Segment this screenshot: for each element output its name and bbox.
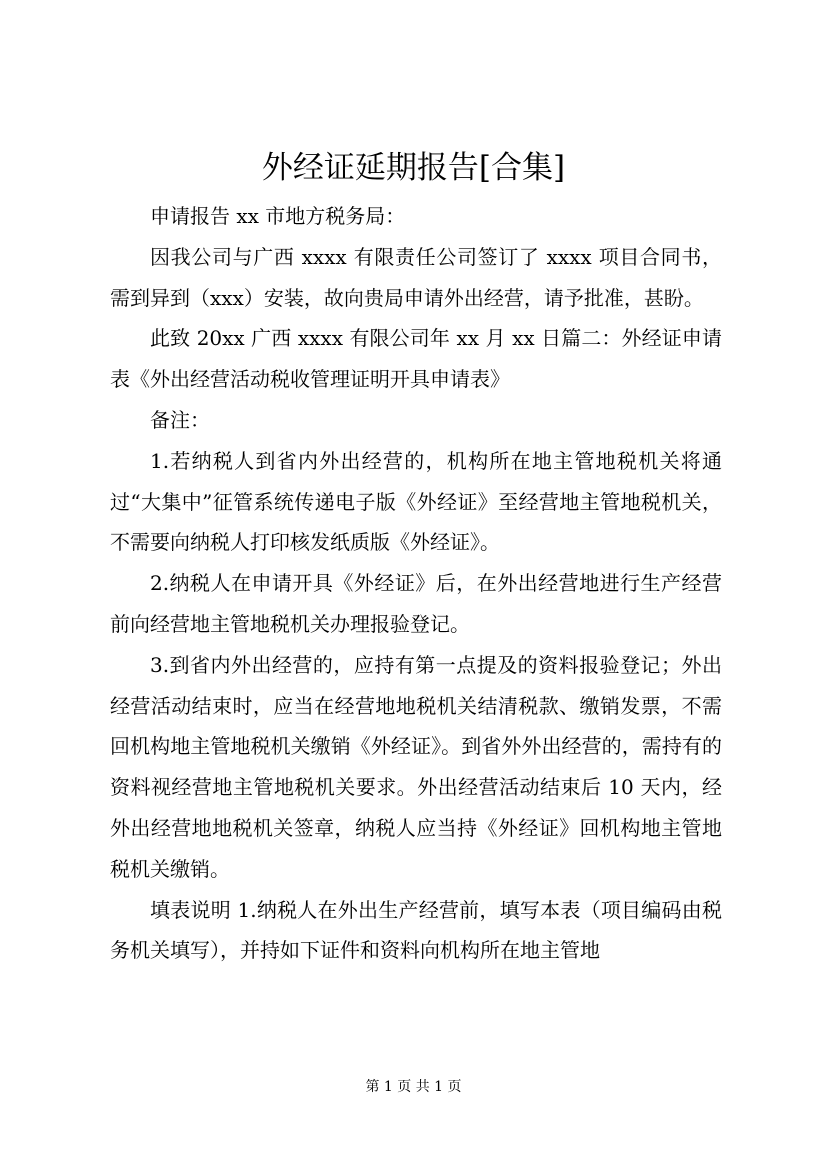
paragraph-instructions: 填表说明 1.纳税人在外出生产经营前，填写本表（项目编码由税务机关填写），并持如下证件和资料向机构所在地主管地 (110, 897, 722, 963)
paragraph-notes-heading: 备注： (150, 407, 210, 432)
document-title: 外经证延期报告[合集] (261, 150, 566, 186)
paragraph-closing: 此致 20xx 广西 xxxx 有限公司年 xx 月 xx 日篇二：外经证申请表《外出经营活动税收管理证明开具申请表》 (110, 326, 722, 392)
paragraph-recipient: 申请报告 xx 市地方税务局： (150, 204, 406, 228)
document-body (110, 196, 722, 971)
paragraph-request: 因我公司与广西 xxxx 有限责任公司签订了 xxxx 项目合同书，需到异到（xxx）安装，故向贵局申请外出经营，请予批准，甚盼。 (110, 244, 722, 310)
page-number: 第 1 页 共 1 页 (365, 1079, 462, 1095)
paragraph-note-2: 2.纳税人在申请开具《外经证》后，在外出经营地进行生产经营前向经营地主管地税机关办理报验登记。 (110, 571, 722, 636)
paragraph-note-3: 3.到省内外出经营的，应持有第一点提及的资料报验登记；外出经营活动结束时，应当在经营地地税机关结清税款、缴销发票，不需回机构地主管地税机关缴销《外经证》。到省外外出经营的，需持有的资料视经营地主管地税机关要求。外出经营活动结束后 10 天内，经外出经营地地税机关签章，纳税人应当持《外经证》回机构地主管地税机关缴销。 (110, 652, 722, 881)
paragraph-note-1: 1.若纳税人到省内外出经营的，机构所在地主管地税机关将通过“大集中”征管系统传递电子版《外经证》至经营地主管地税机关，不需要向纳税人打印核发纸质版《外经证》。 (110, 448, 722, 555)
